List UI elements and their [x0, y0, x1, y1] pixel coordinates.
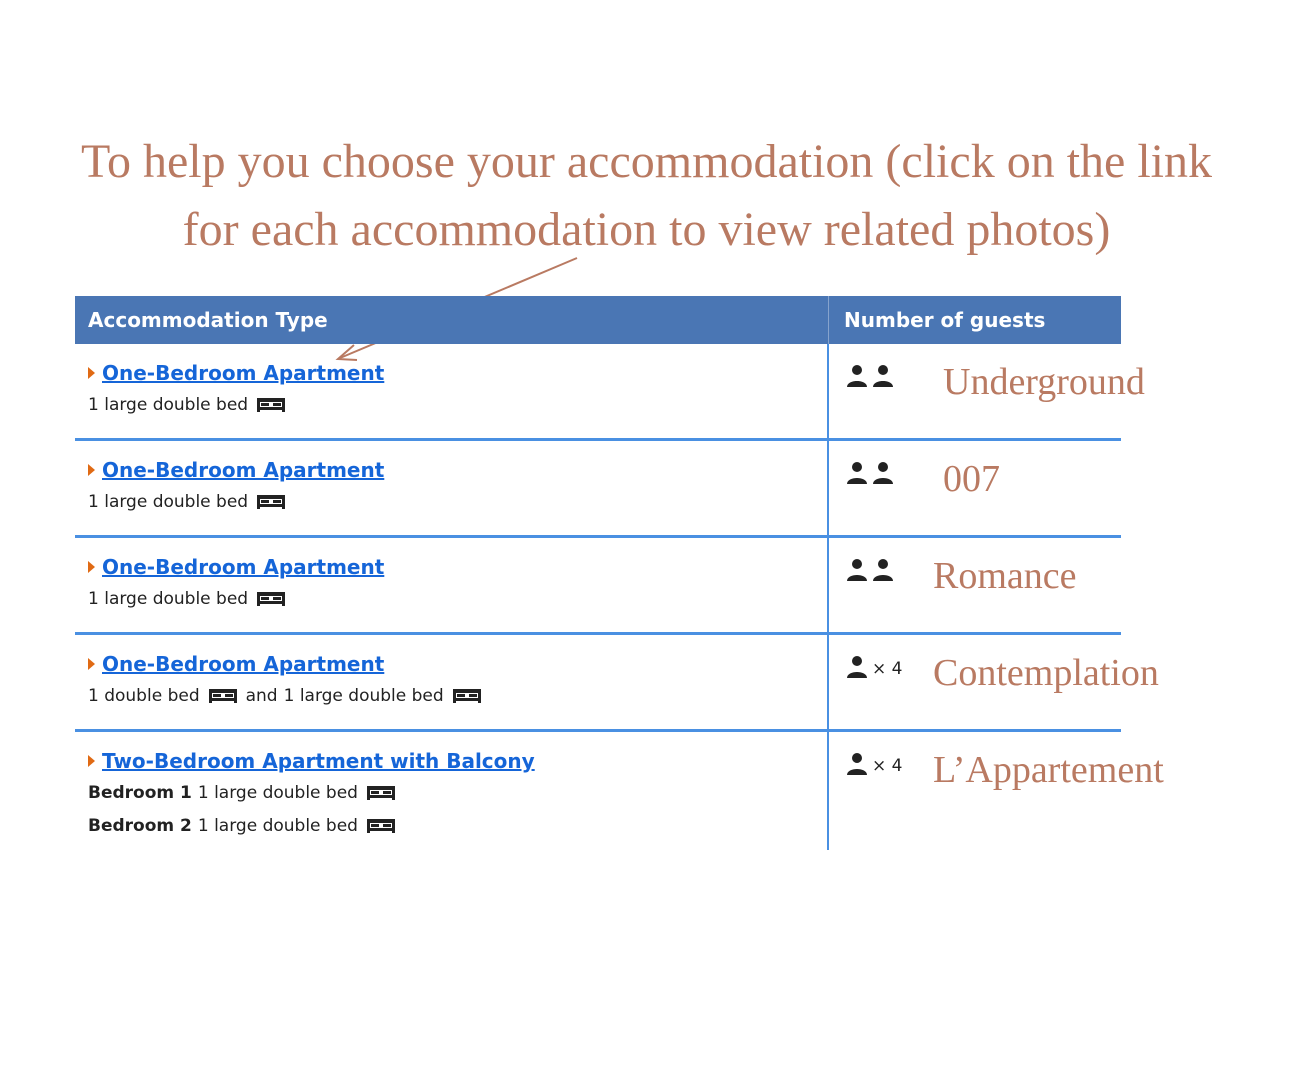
- bed-icon: [256, 397, 286, 413]
- bed-description: 1 large double bed: [197, 782, 358, 803]
- triangle-bullet-icon: [88, 658, 95, 670]
- table-row: [75, 441, 1121, 538]
- triangle-bullet-icon: [88, 367, 95, 379]
- bed-conjunction: and: [245, 685, 278, 706]
- headline-line-2: for each accommodation to view related photos): [182, 203, 1111, 256]
- guest-count: × 4: [872, 659, 903, 679]
- accommodation-name-label: L’Appartement: [933, 749, 1164, 791]
- apartment-link[interactable]: One-Bedroom Apartment: [102, 652, 385, 676]
- accommodation-cell: [75, 732, 829, 850]
- person-icon: [846, 655, 902, 679]
- headline-line-1: To help you choose your accommodation (click on the link: [80, 135, 1213, 188]
- bed-description: 1 double bed: [88, 685, 200, 706]
- guests-cell: [829, 344, 1145, 438]
- column-header-guests: Number of guests: [844, 308, 1046, 332]
- table-row: [75, 538, 1121, 635]
- column-header-type: Accommodation Type: [75, 296, 829, 344]
- page-headline: [40, 128, 1253, 264]
- bed-icon: [256, 494, 286, 510]
- bed-icon: [452, 688, 482, 704]
- triangle-bullet-icon: [88, 561, 95, 573]
- guests-cell: [829, 732, 1164, 850]
- guest-count: × 4: [872, 756, 903, 776]
- table-row: [75, 635, 1159, 732]
- accommodation-cell: [75, 344, 829, 438]
- apartment-link[interactable]: Two-Bedroom Apartment with Balcony: [102, 749, 535, 773]
- accommodation-name-label: 007: [943, 458, 1000, 500]
- apartment-link[interactable]: One-Bedroom Apartment: [102, 361, 385, 385]
- table-header: [75, 296, 1121, 344]
- accommodation-name-label: Romance: [933, 555, 1077, 597]
- guests-cell: [829, 538, 1121, 632]
- bed-description: 1 large double bed: [88, 394, 249, 415]
- apartment-link[interactable]: One-Bedroom Apartment: [102, 458, 385, 482]
- two-persons-icon: [846, 558, 894, 582]
- accommodation-name-label: Underground: [943, 361, 1145, 403]
- bed-description: 1 large double bed: [88, 588, 249, 609]
- guests-cell: [829, 635, 1159, 729]
- accommodation-cell: [75, 441, 829, 535]
- apartment-link[interactable]: One-Bedroom Apartment: [102, 555, 385, 579]
- bed-icon: [366, 818, 396, 834]
- guests-cell: [829, 441, 1121, 535]
- bed-icon: [256, 591, 286, 607]
- two-persons-icon: [846, 364, 894, 388]
- bedroom-label: Bedroom 2: [88, 815, 192, 836]
- bed-icon: [366, 785, 396, 801]
- triangle-bullet-icon: [88, 755, 95, 767]
- accommodation-table: [75, 296, 1164, 850]
- table-row: [75, 344, 1145, 441]
- bed-description: 1 large double bed: [283, 685, 444, 706]
- person-icon: [846, 752, 902, 776]
- bed-description: 1 large double bed: [197, 815, 358, 836]
- accommodation-cell: [75, 538, 829, 632]
- accommodation-name-label: Contemplation: [933, 652, 1159, 694]
- table-row: [75, 732, 1164, 850]
- bed-icon: [208, 688, 238, 704]
- bedroom-label: Bedroom 1: [88, 782, 192, 803]
- bed-description: 1 large double bed: [88, 491, 249, 512]
- two-persons-icon: [846, 461, 894, 485]
- triangle-bullet-icon: [88, 464, 95, 476]
- accommodation-cell: [75, 635, 829, 729]
